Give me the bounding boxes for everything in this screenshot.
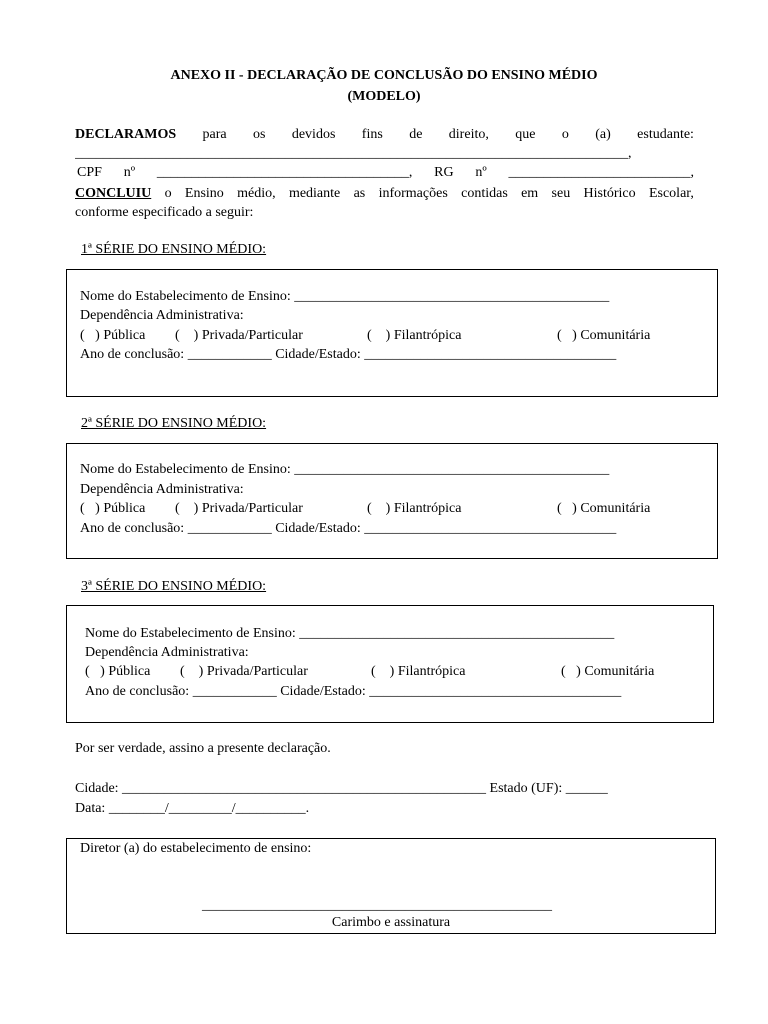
intro-word: estudante: [637, 127, 694, 142]
signature-caption: Carimbo e assinatura [331, 915, 451, 930]
city-state-field[interactable]: Cidade: ____________________________________________________ Estado (UF): ______ [75, 781, 608, 796]
intro-word: Escolar, [648, 186, 694, 201]
option-privada[interactable]: ( ) Privada/Particular [175, 501, 303, 516]
series-2-heading: 2ª SÉRIE DO ENSINO MÉDIO: [81, 416, 267, 431]
date-field[interactable]: Data: ________/_________/__________. [75, 801, 310, 816]
intro-line-3: conforme especificado a seguir: [75, 205, 254, 220]
rg-label: RG [434, 165, 454, 180]
option-publica[interactable]: ( ) Pública [80, 501, 146, 516]
cpf-no-label: nº [123, 165, 136, 180]
intro-word: mediante [288, 186, 341, 201]
intro-word: DECLARAMOS [75, 127, 177, 142]
concluiu-label: CONCLUIU [75, 186, 152, 201]
option-privada[interactable]: ( ) Privada/Particular [175, 328, 303, 343]
option-privada[interactable]: ( ) Privada/Particular [180, 664, 308, 679]
cpf-rg-line [77, 165, 694, 181]
intro-word: seu [551, 186, 571, 201]
intro-word: para [202, 127, 227, 142]
intro-word: o [561, 127, 569, 142]
intro-word: fins [361, 127, 383, 142]
option-comunitaria[interactable]: ( ) Comunitária [557, 501, 651, 516]
intro-word: (a) [595, 127, 611, 142]
school-name-field[interactable]: Nome do Estabelecimento de Ensino: _____________________________________________ [80, 289, 610, 304]
option-comunitaria[interactable]: ( ) Comunitária [561, 664, 655, 679]
intro-word: Histórico [583, 186, 636, 201]
series-3-heading: 3ª SÉRIE DO ENSINO MÉDIO: [81, 579, 267, 594]
director-box [66, 838, 716, 934]
director-label: Diretor (a) do estabelecimento de ensino: [80, 841, 312, 856]
series-1-heading: 1ª SÉRIE DO ENSINO MÉDIO: [81, 242, 267, 257]
signature-field[interactable]: __________________________________________________ [202, 898, 552, 913]
option-comunitaria[interactable]: ( ) Comunitária [557, 328, 651, 343]
intro-word: Ensino [184, 186, 224, 201]
student-name-field[interactable]: _______________________________________________________________________________, [75, 146, 632, 161]
option-filantropica[interactable]: ( ) Filantrópica [367, 328, 462, 343]
option-filantropica[interactable]: ( ) Filantrópica [371, 664, 466, 679]
concluiu-line [75, 186, 694, 202]
series-3-box [66, 605, 714, 723]
dependencia-label: Dependência Administrativa: [80, 482, 244, 497]
intro-word: em [521, 186, 539, 201]
option-filantropica[interactable]: ( ) Filantrópica [367, 501, 462, 516]
series-2-box [66, 443, 718, 559]
document-title: ANEXO II - DECLARAÇÃO DE CONCLUSÃO DO ENSINO MÉDIO [170, 68, 598, 83]
intro-word: de [409, 127, 423, 142]
intro-word: médio, [237, 186, 276, 201]
intro-word: as [353, 186, 366, 201]
conclusion-field[interactable]: Ano de conclusão: ____________ Cidade/Estado: ____________________________________ [85, 684, 622, 699]
closing-statement: Por ser verdade, assino a presente declaração. [75, 741, 331, 756]
intro-word: devidos [291, 127, 336, 142]
school-name-field[interactable]: Nome do Estabelecimento de Ensino: _____________________________________________ [80, 462, 610, 477]
rg-field[interactable]: __________________________, [508, 165, 694, 180]
rg-no-label: nº [475, 165, 487, 180]
cpf-field[interactable]: ____________________________________, [156, 165, 413, 180]
dependencia-label: Dependência Administrativa: [80, 308, 244, 323]
intro-word: os [253, 127, 266, 142]
intro-word: direito, [448, 127, 489, 142]
series-1-box [66, 269, 718, 397]
conclusion-field[interactable]: Ano de conclusão: ____________ Cidade/Estado: ____________________________________ [80, 521, 617, 536]
dependencia-label: Dependência Administrativa: [85, 645, 249, 660]
intro-word: informações [378, 186, 448, 201]
option-publica[interactable]: ( ) Pública [80, 328, 146, 343]
option-publica[interactable]: ( ) Pública [85, 664, 151, 679]
intro-word: o [164, 186, 172, 201]
document-subtitle: (MODELO) [347, 89, 421, 104]
intro-word: contidas [461, 186, 508, 201]
intro-word: que [515, 127, 536, 142]
conclusion-field[interactable]: Ano de conclusão: ____________ Cidade/Estado: ____________________________________ [80, 347, 617, 362]
intro-line-1 [75, 127, 694, 143]
school-name-field[interactable]: Nome do Estabelecimento de Ensino: _____________________________________________ [85, 626, 615, 641]
cpf-label: CPF [77, 165, 102, 180]
